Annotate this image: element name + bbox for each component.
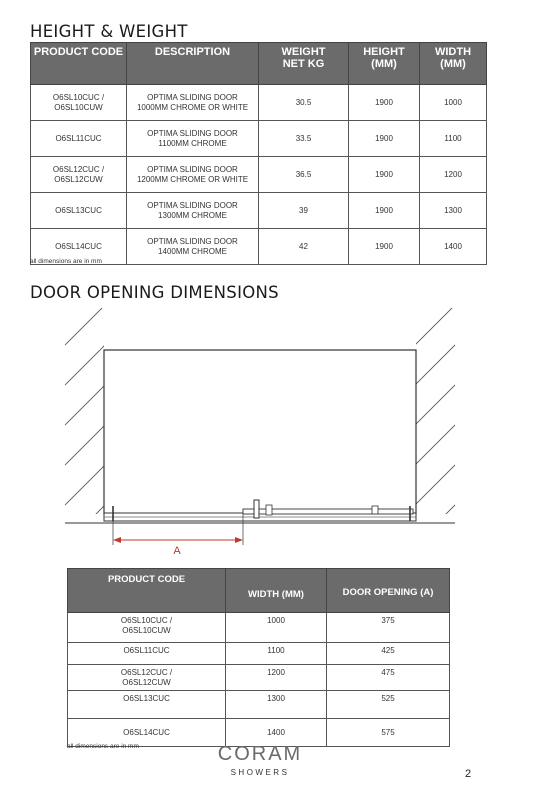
description-line: 1000MM CHROME OR WHITE <box>136 102 249 112</box>
code-line: O6SL10CUC / <box>120 616 173 625</box>
dimensions-note: all dimensions are in mm <box>30 258 102 265</box>
description-line: 1100MM CHROME <box>158 138 227 148</box>
left-wall-hatching <box>60 300 110 550</box>
cell-width: 1000 <box>226 613 327 643</box>
cell-height: 1900 <box>349 157 420 193</box>
cell-width: 1300 <box>226 691 327 719</box>
table-row <box>68 643 450 665</box>
cell-height: 1900 <box>349 85 420 121</box>
cell-opening: 575 <box>327 719 450 747</box>
description-line: OPTIMA SLIDING DOOR <box>147 236 238 246</box>
code-line: O6SL10CUW <box>54 102 103 112</box>
header-height-line1: HEIGHT <box>363 46 405 58</box>
cell-opening: 425 <box>327 643 450 665</box>
cell-width: 1000 <box>420 85 487 121</box>
cell-height: 1900 <box>349 193 420 229</box>
header-description: DESCRIPTION <box>127 43 259 85</box>
cell-height: 1900 <box>349 229 420 265</box>
code-line: O6SL11CUC <box>55 133 102 143</box>
cell-code <box>68 643 226 665</box>
right-wall-hatching <box>410 300 460 550</box>
code-line: O6SL13CUC <box>123 694 170 703</box>
cell-weight: 33.5 <box>259 121 349 157</box>
door-opening-table <box>67 568 450 747</box>
cell-width: 1400 <box>226 719 327 747</box>
description-line: 1200MM CHROME OR WHITE <box>136 174 249 184</box>
cell-width: 1100 <box>420 121 487 157</box>
code-line: O6SL11CUC <box>123 646 170 655</box>
description-line: 1400MM CHROME <box>158 246 227 256</box>
table-row <box>68 665 450 691</box>
table-row <box>68 613 450 643</box>
header-width-line1: WIDTH <box>434 46 472 58</box>
cell-code <box>68 665 226 691</box>
description-line: OPTIMA SLIDING DOOR <box>147 92 238 102</box>
door-handle <box>254 500 259 518</box>
header-weight-line2: NET KG <box>282 58 325 70</box>
cell-code <box>68 613 226 643</box>
code-line: O6SL12CUC / <box>120 668 173 677</box>
cell-height: 1900 <box>349 121 420 157</box>
cell-width: 1300 <box>420 193 487 229</box>
logo-brand: CORAM <box>217 743 303 765</box>
description-line: OPTIMA SLIDING DOOR <box>147 164 238 174</box>
coram-logo <box>205 743 315 777</box>
dimension-label-a: A <box>173 545 181 557</box>
cell-opening: 525 <box>327 691 450 719</box>
description-line: 1300MM CHROME <box>158 210 227 220</box>
description-line: OPTIMA SLIDING DOOR <box>147 200 238 210</box>
cell-code <box>68 691 226 719</box>
cell-width: 1400 <box>420 229 487 265</box>
cell-weight: 36.5 <box>259 157 349 193</box>
header-door-opening: DOOR OPENING (A) <box>327 569 450 613</box>
code-line: O6SL12CUW <box>122 678 171 687</box>
code-line: O6SL14CUC <box>55 241 102 251</box>
code-line: O6SL10CUW <box>122 626 171 635</box>
dimensions-note: all dimensions are in mm <box>67 743 139 750</box>
roller-left <box>266 505 272 515</box>
cell-opening: 375 <box>327 613 450 643</box>
code-line: O6SL12CUW <box>54 174 103 184</box>
door-opening-outline <box>104 350 416 514</box>
header-width-line2: (MM) <box>440 58 466 70</box>
header-height-line2: (MM) <box>371 58 397 70</box>
roller-right <box>372 506 378 514</box>
section-heading-height-weight: HEIGHT & WEIGHT <box>30 22 188 41</box>
header-product-code: PRODUCT CODE <box>31 43 127 85</box>
cell-width: 1200 <box>226 665 327 691</box>
header-weight-line1: WEIGHT <box>281 46 326 58</box>
cell-opening: 475 <box>327 665 450 691</box>
cell-width: 1200 <box>420 157 487 193</box>
table-row <box>68 691 450 719</box>
cell-weight: 39 <box>259 193 349 229</box>
cell-width: 1100 <box>226 643 327 665</box>
dimension-arrow-left <box>113 537 121 543</box>
logo-sub: SHOWERS <box>230 768 290 777</box>
section-heading-door-opening: DOOR OPENING DIMENSIONS <box>30 283 279 302</box>
code-line: O6SL12CUC / <box>52 164 105 174</box>
table-header-row <box>68 569 450 613</box>
cell-weight: 42 <box>259 229 349 265</box>
header-product-code: PRODUCT CODE <box>68 569 226 613</box>
description-line: OPTIMA SLIDING DOOR <box>147 128 238 138</box>
cell-weight: 30.5 <box>259 85 349 121</box>
dimension-arrow-right <box>235 537 243 543</box>
code-line: O6SL14CUC <box>123 727 170 737</box>
page-number: 2 <box>465 768 472 780</box>
header-width: WIDTH (MM) <box>226 569 327 613</box>
code-line: O6SL13CUC <box>55 205 102 215</box>
code-line: O6SL10CUC / <box>52 92 105 102</box>
